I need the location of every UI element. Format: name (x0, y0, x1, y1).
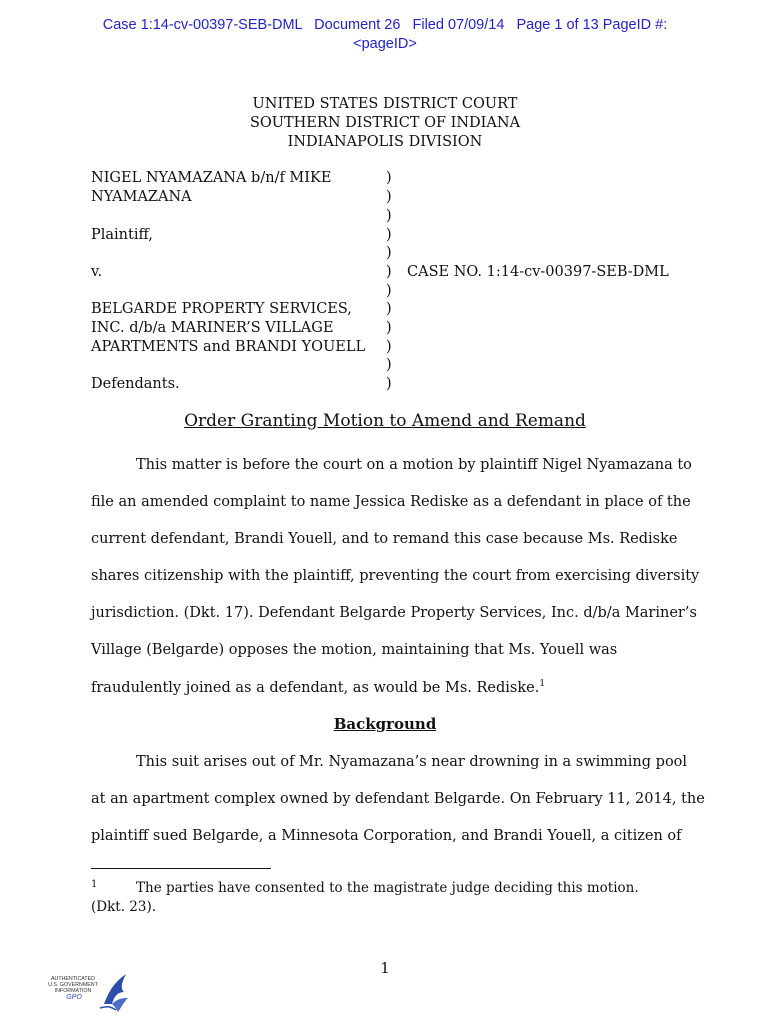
section-heading: Background (333, 715, 437, 733)
caption-paren: ) (386, 227, 392, 243)
body-line: current defendant, Brandi Youell, and to remand this case because Ms. Rediske (91, 531, 678, 547)
seal-line: INFORMATION (54, 988, 92, 994)
defendants-label: Defendants. (91, 376, 180, 392)
court-name: UNITED STATES DISTRICT COURT (252, 96, 518, 112)
caption-paren: ) (386, 264, 392, 280)
body-line-with-footnote (91, 679, 545, 696)
case-number: CASE NO. 1:14-cv-00397-SEB-DML (407, 264, 669, 280)
body-line: jurisdiction. (Dkt. 17). Defendant Belgarde Property Services, Inc. d/b/a Mariner’s (91, 605, 697, 621)
seal-line: U.S. GOVERNMENT (48, 982, 98, 988)
ecf-header-line: Case 1:14-cv-00397-SEB-DML Document 26 Filed 07/09/14 Page 1 of 13 PageID #: (102, 17, 668, 33)
caption-paren: ) (386, 357, 392, 373)
plaintiff-label: Plaintiff, (91, 227, 153, 243)
body-line: plaintiff sued Belgarde, a Minnesota Corporation, and Brandi Youell, a citizen of (91, 828, 682, 844)
caption-paren: ) (386, 339, 392, 355)
versus-label: v. (91, 264, 103, 280)
caption-paren: ) (386, 376, 392, 392)
caption-paren: ) (386, 189, 392, 205)
defendant-name-line1: BELGARDE PROPERTY SERVICES, (91, 301, 352, 317)
eagle-icon (98, 970, 138, 1014)
order-title: Order Granting Motion to Amend and Remand (184, 411, 586, 431)
plaintiff-name-line2: NYAMAZANA (91, 189, 192, 205)
caption-paren: ) (386, 320, 392, 336)
seal-line: AUTHENTICATED (50, 976, 96, 982)
body-line: shares citizenship with the plaintiff, preventing the court from exercising diversity (91, 568, 700, 584)
body-line: This suit arises out of Mr. Nyamazana’s near drowning in a swimming pool (136, 754, 688, 770)
plaintiff-name-line1: NIGEL NYAMAZANA b/n/f MIKE (91, 170, 332, 186)
page-number: 1 (380, 959, 390, 977)
caption-paren: ) (386, 283, 392, 299)
caption-paren: ) (386, 245, 392, 261)
body-line: file an amended complaint to name Jessica Rediske as a defendant in place of the (91, 494, 691, 510)
defendant-name-line3: APARTMENTS and BRANDI YOUELL (91, 339, 366, 355)
footnote-ref[interactable]: 1 (539, 679, 546, 689)
footnote-number: 1 (91, 879, 98, 890)
body-line: This matter is before the court on a motion by plaintiff Nigel Nyamazana to (136, 457, 692, 473)
body-line: Village (Belgarde) opposes the motion, maintaining that Ms. Youell was (91, 642, 618, 658)
footnote-text-line1: The parties have consented to the magistrate judge deciding this motion. (136, 880, 639, 896)
body-text: fraudulently joined as a defendant, as would be Ms. Rediske. (91, 679, 540, 696)
footnote-divider (91, 868, 271, 869)
caption-paren: ) (386, 170, 392, 186)
ecf-header-pageid: <pageID> (353, 36, 417, 52)
caption-paren: ) (386, 301, 392, 317)
seal-gpo: GPO (66, 994, 82, 1001)
court-district: SOUTHERN DISTRICT OF INDIANA (249, 115, 521, 131)
footnote-text-line2: (Dkt. 23). (91, 899, 157, 915)
body-line: at an apartment complex owned by defendant Belgarde. On February 11, 2014, the (91, 791, 705, 807)
defendant-name-line2: INC. d/b/a MARINER’S VILLAGE (91, 320, 334, 336)
gpo-authentication-seal (40, 970, 140, 1018)
court-division: INDIANAPOLIS DIVISION (287, 134, 483, 150)
caption-paren: ) (386, 208, 392, 224)
